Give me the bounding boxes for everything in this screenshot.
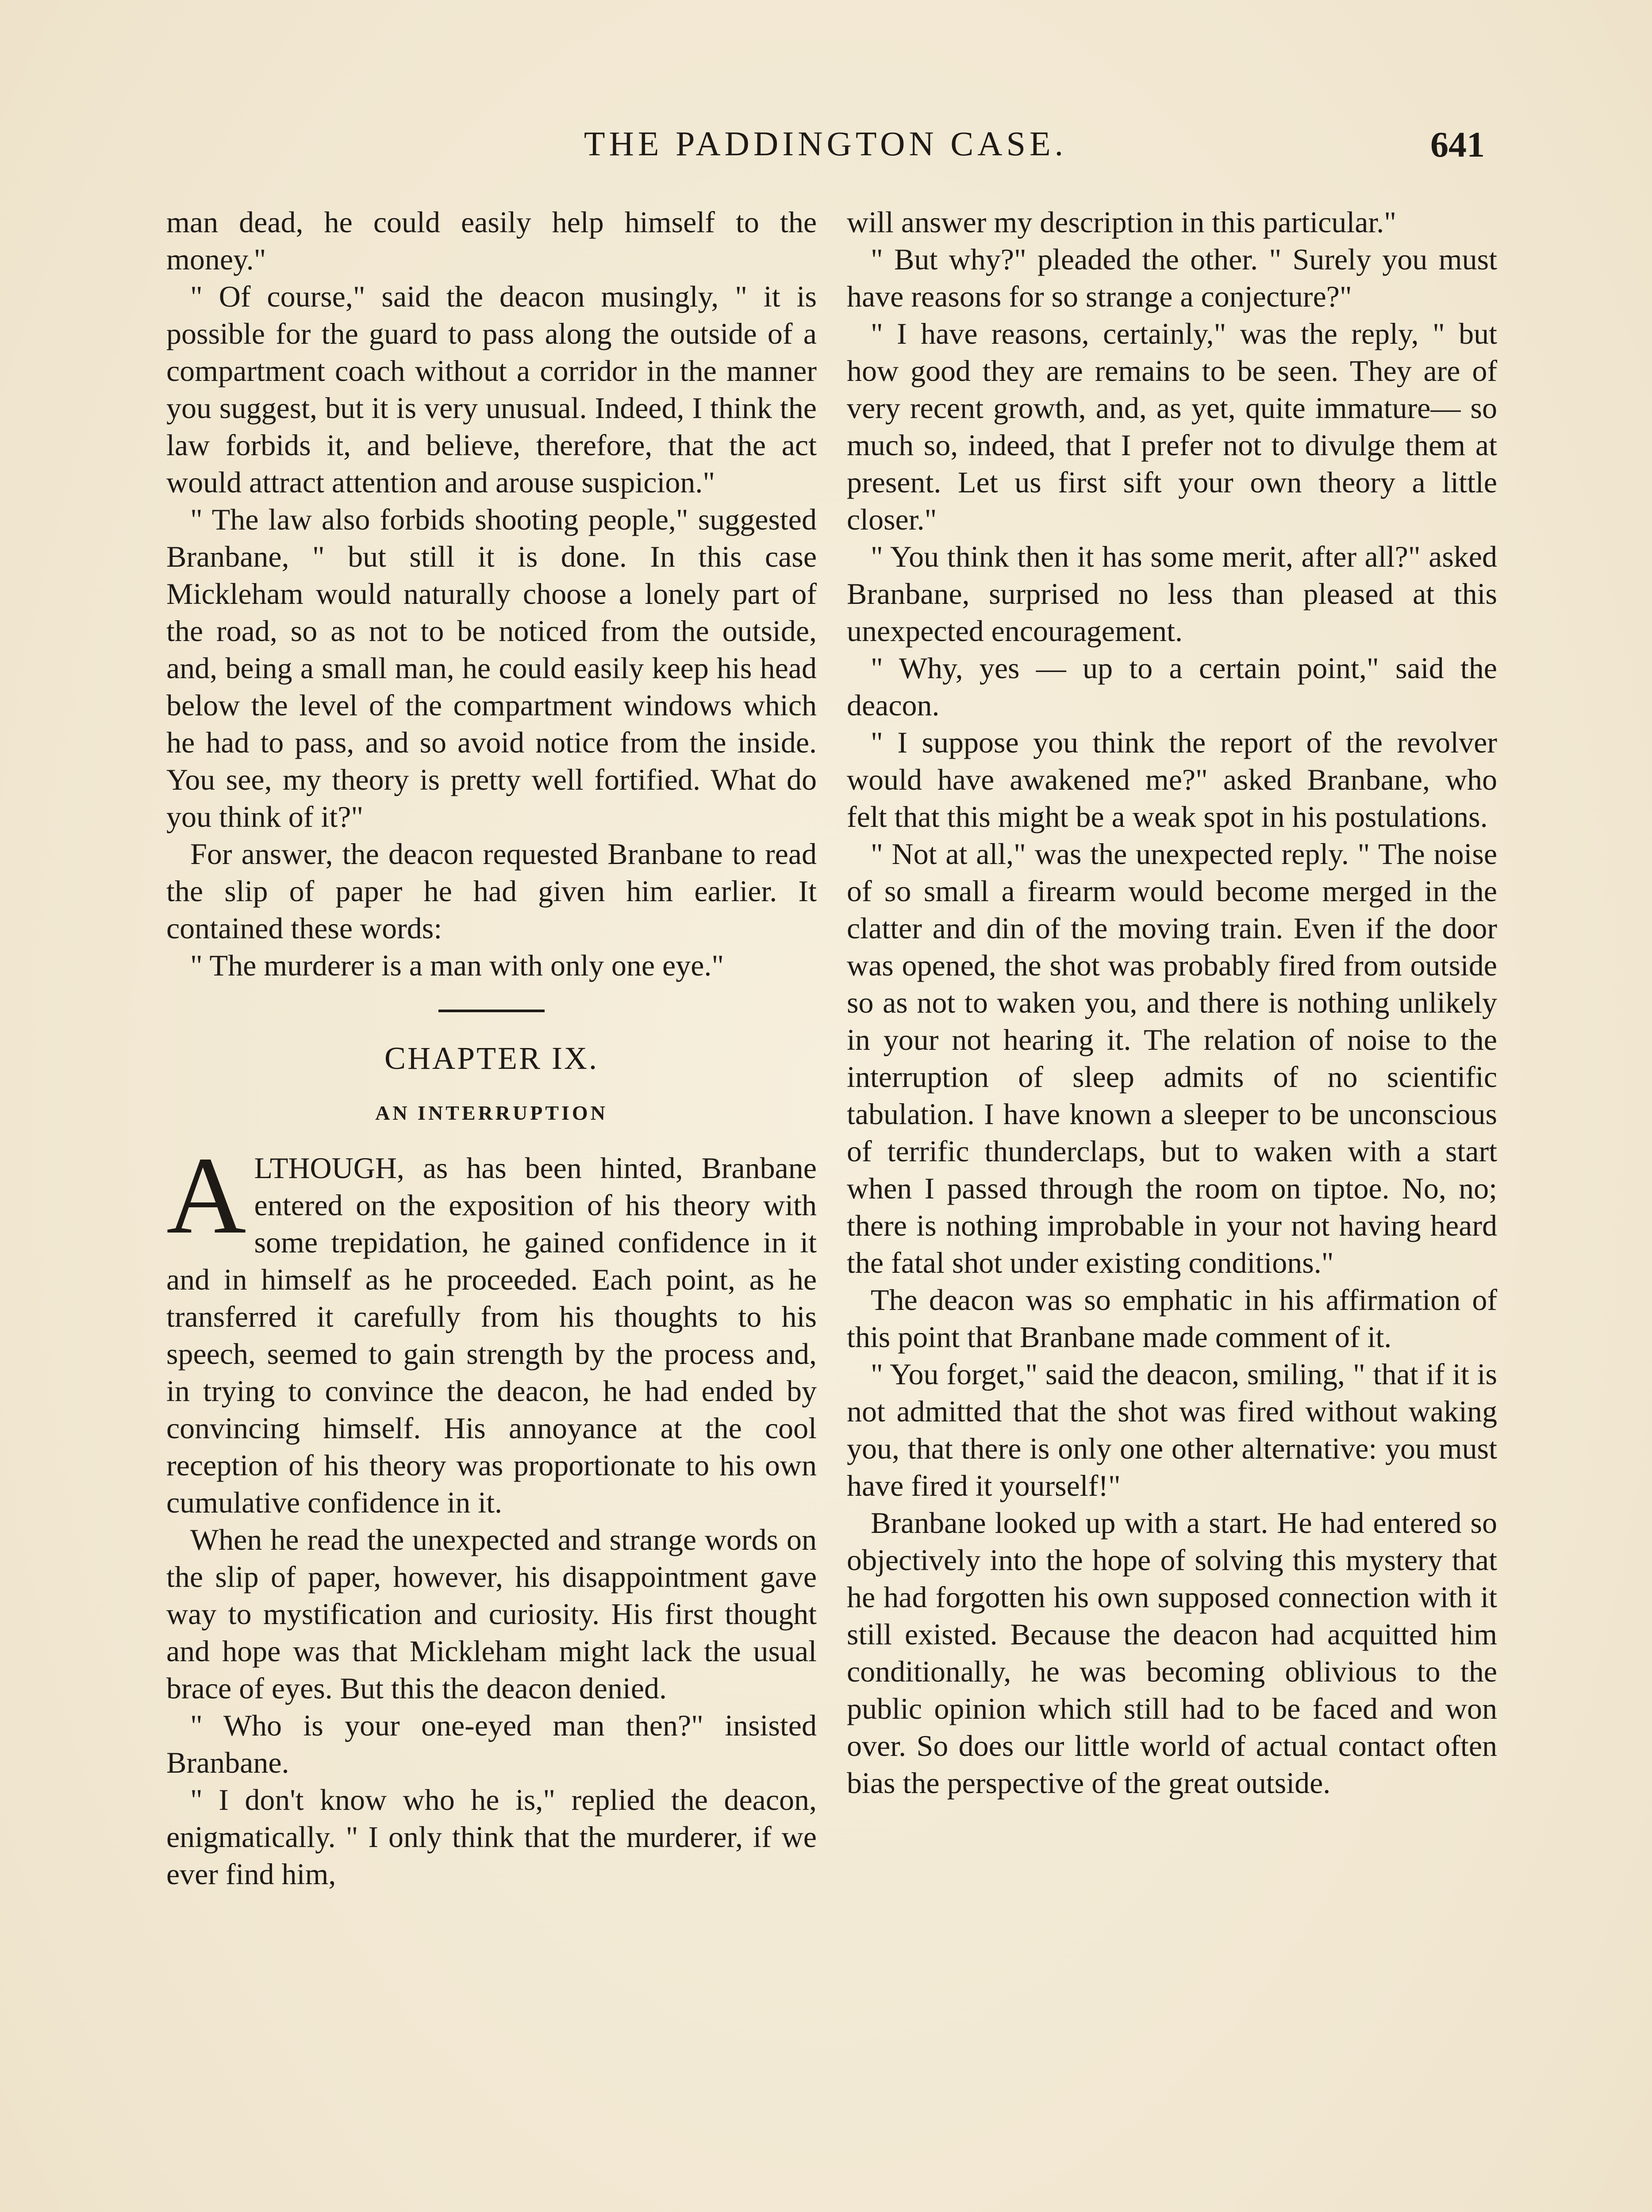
paragraph: " You think then it has some merit, after all?" asked Branbane, surprised no less than pleased at this unexpected encouragement. [847,540,1497,648]
paragraph: " Not at all," was the unexpected reply. " The noise of so small a firearm would become merged in the clatter and din of the moving train. Even if the door was opened, the shot was probably fired from outside so as not to waken you, and there is nothing unlikely in your not hearing it. The relation of noise to the interruption of sleep admits of no scientific tabulation. I have known a sleeper to be unconscious of terrific thunderclaps, but to waken with a start when I passed through the room on tiptoe. No, no; there is nothing improbable in your not having heard the fatal shot under existing conditions." [847,837,1497,1279]
chapter-subtitle: AN INTERRUPTION [375,1102,608,1124]
paragraph-text: LTHOUGH, as has been hinted, Branbane entered on the exposition of his theory with some trepidation, he gained confidence in it and in himself as he proceeded. Each point, as he transferred it carefully from his thoughts to his speech, seemed to gain strength by the process and, in trying to convince the deacon, he had ended by convincing himself. His annoyance at the cool reception of his theory was proportionate to his own cumulative confidence in it. [166,1151,817,1519]
paragraph: " I don't know who he is," replied the deacon, enigmatically. " I only think that the murderer, if we ever find him, [166,1783,817,1891]
paragraph: The deacon was so emphatic in his affirmation of this point that Branbane made comment of it. [847,1283,1497,1354]
drop-cap: A [166,1134,246,1257]
paragraph: " I suppose you think the report of the revolver would have awakened me?" asked Branbane, who felt that this might be a weak spot in his postulations. [847,726,1497,833]
page-header [166,124,1485,177]
paragraph: " The murderer is a man with only one eye." [190,949,724,982]
right-column [847,204,1497,1801]
page-number: 641 [1430,124,1485,165]
paragraph: " But why?" pleaded the other. " Surely you must have reasons for so strange a conjecture?" [847,242,1497,313]
paragraph: " Why, yes — up to a certain point," said the deacon. [847,651,1497,722]
section-divider [438,1010,545,1012]
running-title: THE PADDINGTON CASE. [584,124,1068,163]
paragraph: " Of course," said the deacon musingly, " it is possible for the guard to pass along the outside of a compartment coach without a corridor in the manner you suggest, but it is very unusual. Indeed, I think the law forbids it, and believe, therefore, that the act would attract attention and arouse suspicion." [166,280,817,499]
paragraph: " I have reasons, certainly," was the reply, " but how good they are remains to be seen. They are of very recent growth, and, as yet, quite immature— so much so, indeed, that I prefer not to divulge them at present. Let us first sift your own theory a little closer." [847,317,1497,536]
chapter-title: CHAPTER IX. [384,1041,599,1076]
paragraph: For answer, the deacon requested Branbane to read the slip of paper he had given him earlier. It contained these words: [166,837,817,945]
chapter-opening-paragraph [166,1134,817,1521]
left-column [166,204,817,1893]
paragraph: man dead, he could easily help himself to the money." [166,205,817,276]
paragraph: will answer my description in this particular." [847,205,1397,239]
paragraph: When he read the unexpected and strange words on the slip of paper, however, his disappointment gave way to mystification and curiosity. His first thought and hope was that Mickleham might lack the usual brace of eyes. But this the deacon denied. [166,1523,817,1705]
paragraph: " You forget," said the deacon, smiling, " that if it is not admitted that the shot was fired without waking you, that there is only one other alternative: you must have fired it yourself!" [847,1357,1497,1502]
paragraph: " Who is your one-eyed man then?" insisted Branbane. [166,1709,817,1779]
paragraph: Branbane looked up with a start. He had entered so objectively into the hope of solving this mystery that he had forgotten his own supposed connection with it still existed. Because the deacon had acquitted him conditionally, he was becoming oblivious to the public opinion which still had to be faced and won over. So does our little world of actual contact often bias the perspective of the great outside. [847,1506,1497,1800]
paragraph: " The law also forbids shooting people," suggested Branbane, " but still it is done. In this case Mickleham would naturally choose a lonely part of the road, so as not to be noticed from the outside, and, being a small man, he could easily keep his head below the level of the compartment windows which he had to pass, and so avoid notice from the inside. You see, my theory is pretty well fortified. What do you think of it?" [166,503,817,833]
